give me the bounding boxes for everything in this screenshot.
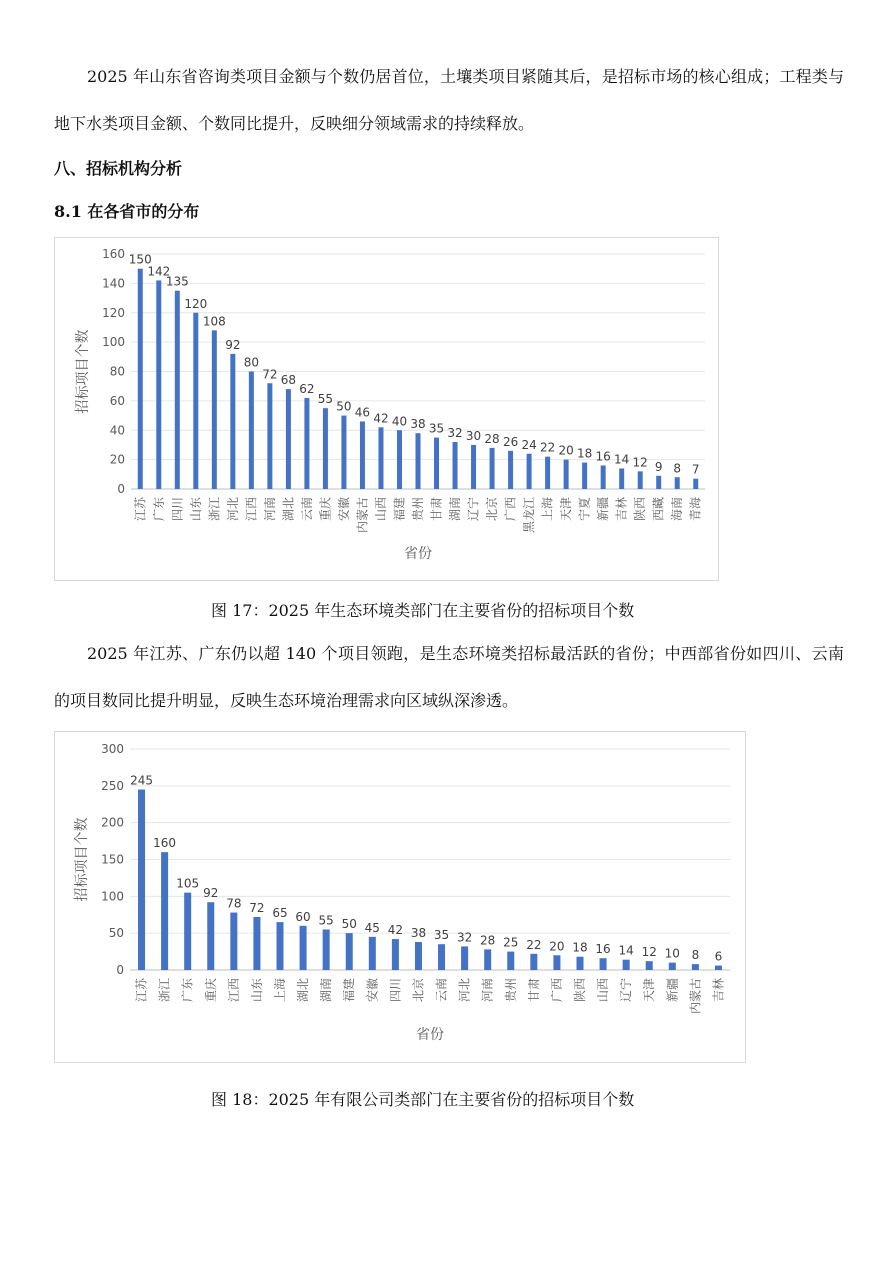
x-category-label: 湖南: [319, 978, 334, 1003]
bar: [415, 942, 422, 970]
x-category-label: 甘肃: [429, 497, 444, 522]
y-tick-label: 150: [101, 852, 124, 867]
data-label: 35: [428, 421, 445, 436]
data-label: 20: [549, 939, 565, 954]
data-label: 46: [354, 405, 371, 420]
bar: [692, 964, 699, 970]
data-label: 32: [447, 426, 463, 440]
data-label: 20: [558, 443, 574, 458]
x-category-label: 内蒙古: [355, 497, 370, 534]
y-tick-label: 0: [116, 963, 124, 977]
data-label: 18: [577, 446, 593, 461]
data-label: 142: [147, 264, 171, 279]
bar: [669, 963, 676, 970]
x-category-label: 贵州: [411, 497, 425, 522]
y-tick-label: 100: [101, 889, 124, 904]
data-label: 8: [691, 948, 700, 963]
y-tick-label: 50: [108, 926, 124, 941]
x-category-label: 陕西: [633, 497, 648, 522]
x-category-label: 辽宁: [466, 497, 481, 522]
bar: [249, 372, 254, 490]
x-category-label: 内蒙古: [688, 978, 703, 1015]
x-category-label: 天津: [642, 978, 657, 1003]
y-axis-title: 招标项目个数: [75, 329, 91, 414]
x-category-label: 重庆: [203, 978, 218, 1003]
x-category-label: 浙江: [207, 497, 222, 522]
x-category-label: 北京: [485, 497, 500, 522]
bar: [490, 448, 495, 489]
bar: [438, 944, 445, 970]
x-category-label: 浙江: [157, 978, 172, 1003]
data-label: 72: [262, 367, 278, 382]
data-label: 42: [373, 411, 389, 426]
bar: [230, 354, 235, 489]
bar: [207, 902, 214, 970]
bar: [156, 280, 161, 489]
x-category-label: 山西: [373, 497, 388, 522]
data-label: 150: [128, 252, 152, 267]
bar: [553, 955, 560, 970]
x-category-label: 黑龙江: [522, 497, 537, 534]
bar: [341, 416, 346, 489]
x-category-label: 河南: [262, 497, 277, 522]
bar: [656, 476, 661, 489]
data-label: 55: [317, 392, 334, 407]
x-category-label: 山东: [249, 978, 264, 1003]
bar: [360, 421, 365, 489]
data-label: 8: [673, 461, 682, 476]
data-label: 16: [595, 942, 611, 957]
bar: [434, 438, 439, 489]
x-category-label: 河北: [457, 978, 472, 1003]
data-label: 22: [526, 937, 542, 952]
bar: [416, 433, 421, 489]
data-label: 78: [226, 896, 242, 911]
bar: [267, 383, 272, 489]
section-heading: 八、招标机构分析: [54, 159, 183, 178]
data-label: 160: [153, 836, 177, 851]
bar: [715, 966, 722, 970]
x-category-label: 吉林: [614, 497, 629, 522]
data-label: 30: [465, 428, 482, 443]
x-category-label: 四川: [170, 497, 185, 522]
data-label: 40: [391, 414, 408, 429]
x-category-label: 湖北: [296, 978, 311, 1003]
bar: [623, 960, 630, 970]
bar: [277, 922, 284, 970]
y-tick-label: 60: [109, 393, 125, 408]
bar: [212, 330, 217, 489]
bar: [600, 958, 607, 970]
data-label: 245: [130, 773, 153, 788]
y-tick-label: 120: [102, 305, 125, 320]
bar: [461, 946, 468, 970]
data-label: 92: [203, 886, 219, 901]
x-category-label: 江苏: [133, 497, 148, 522]
bar: [193, 313, 198, 489]
bar: [323, 408, 328, 489]
data-label: 38: [410, 417, 426, 432]
bar: [545, 457, 550, 489]
chart-18-frame: [54, 731, 746, 1063]
bar: [286, 389, 291, 489]
x-category-label: 上海: [540, 497, 555, 522]
data-label: 42: [387, 923, 404, 938]
bar: [138, 269, 143, 489]
bar: [397, 430, 402, 489]
data-label: 25: [503, 935, 519, 950]
chart-17: [55, 238, 718, 580]
data-label: 28: [480, 933, 496, 948]
data-label: 108: [202, 314, 226, 329]
chart-17-frame: [54, 237, 719, 581]
subsection-heading: 8.1 在各省市的分布: [54, 202, 200, 221]
bar: [484, 949, 491, 970]
data-label: 12: [641, 945, 657, 960]
x-category-label: 海南: [670, 497, 685, 522]
x-category-label: 广西: [503, 497, 518, 522]
x-category-label: 江苏: [134, 978, 149, 1003]
data-label: 28: [484, 431, 500, 446]
y-tick-label: 20: [109, 452, 125, 467]
x-category-label: 青海: [688, 497, 703, 522]
x-category-label: 吉林: [711, 978, 726, 1003]
data-label: 105: [176, 876, 200, 891]
data-label: 135: [165, 274, 189, 289]
x-category-label: 广西: [549, 978, 564, 1003]
x-category-label: 山东: [188, 497, 203, 522]
data-label: 92: [225, 337, 241, 352]
x-category-label: 江西: [226, 978, 241, 1003]
data-label: 22: [539, 440, 556, 455]
x-category-label: 四川: [388, 978, 403, 1003]
x-category-label: 山西: [596, 978, 611, 1003]
bar: [161, 852, 168, 970]
x-category-label: 河南: [480, 978, 495, 1003]
data-label: 7: [691, 462, 700, 477]
x-category-label: 上海: [273, 978, 287, 1003]
bar: [646, 961, 653, 970]
y-tick-label: 300: [101, 742, 124, 756]
data-label: 72: [249, 900, 265, 915]
data-label: 14: [614, 452, 630, 467]
data-label: 38: [410, 926, 427, 941]
bar: [693, 479, 698, 489]
data-label: 10: [664, 946, 680, 961]
x-category-label: 河北: [225, 497, 240, 522]
bar: [530, 954, 537, 970]
bar: [230, 913, 237, 970]
data-label: 6: [714, 949, 723, 964]
data-label: 16: [595, 449, 611, 464]
y-tick-label: 140: [102, 276, 125, 291]
x-category-label: 江西: [244, 497, 259, 522]
x-category-label: 云南: [434, 978, 449, 1003]
bar: [184, 893, 191, 970]
x-category-label: 福建: [392, 497, 407, 522]
data-label: 120: [184, 296, 208, 311]
bar: [508, 451, 513, 489]
paragraph-2: 2025 年江苏、广东仍以超 140 个项目领跑，是生态环境类招标最活跃的省份；中西部省份如四川、云南的项目数同比提升明显，反映生态环境治理需求向区域纵深渗透。: [54, 644, 844, 710]
data-label: 9: [654, 459, 663, 474]
x-category-label: 新疆: [596, 497, 611, 522]
x-category-label: 云南: [299, 497, 314, 522]
data-label: 24: [521, 437, 537, 452]
bar: [304, 398, 309, 489]
data-label: 18: [572, 940, 588, 955]
x-category-label: 福建: [342, 978, 357, 1003]
paragraph-1: 2025 年山东省咨询类项目金额与个数仍居首位，土壤类项目紧随其后，是招标市场的核心组成；工程类与地下水类项目金额、个数同比提升，反映细分领域需求的持续释放。: [54, 67, 844, 133]
data-label: 26: [502, 434, 519, 449]
x-category-label: 湖南: [448, 497, 463, 522]
data-label: 62: [299, 381, 315, 396]
x-category-label: 重庆: [318, 497, 333, 522]
data-label: 50: [336, 399, 352, 414]
bar: [564, 460, 569, 489]
bar: [300, 926, 307, 970]
bar: [378, 427, 383, 489]
bar: [638, 471, 643, 489]
bar: [577, 957, 584, 970]
x-category-label: 陕西: [573, 978, 587, 1003]
data-label: 55: [318, 913, 334, 928]
data-label: 45: [364, 920, 380, 935]
y-tick-label: 160: [102, 247, 125, 261]
data-label: 80: [243, 355, 259, 370]
x-category-label: 宁夏: [577, 497, 592, 522]
bar: [527, 454, 532, 489]
data-label: 50: [341, 917, 357, 932]
x-axis-title: 省份: [416, 1027, 444, 1043]
data-label: 14: [618, 943, 634, 958]
x-category-label: 辽宁: [619, 978, 634, 1003]
bar: [253, 917, 260, 970]
y-tick-label: 250: [101, 778, 124, 793]
x-category-label: 广东: [180, 978, 195, 1003]
x-category-label: 北京: [411, 978, 426, 1003]
data-label: 65: [272, 906, 288, 921]
bar: [507, 952, 514, 970]
y-tick-label: 100: [102, 335, 125, 350]
data-label: 60: [295, 909, 311, 924]
bar: [619, 468, 624, 489]
x-category-label: 甘肃: [526, 978, 541, 1003]
x-category-label: 天津: [559, 497, 574, 522]
x-category-label: 新疆: [665, 978, 680, 1003]
data-label: 35: [433, 928, 450, 943]
bar: [138, 790, 145, 970]
bar: [175, 291, 180, 489]
data-label: 68: [280, 373, 297, 388]
bar: [675, 477, 680, 489]
figure-18-caption: 图 18：2025 年有限公司类部门在主要省份的招标项目个数: [211, 1090, 635, 1109]
y-tick-label: 0: [117, 482, 125, 496]
bar: [601, 466, 606, 490]
bar: [582, 463, 587, 489]
chart-18: [55, 732, 745, 1062]
x-category-label: 安徽: [336, 497, 351, 522]
x-category-label: 广东: [151, 497, 166, 522]
x-category-label: 湖北: [281, 497, 296, 522]
y-tick-label: 200: [101, 815, 124, 830]
bar: [346, 933, 353, 970]
data-label: 12: [632, 455, 648, 470]
bar: [471, 445, 476, 489]
x-axis-title: 省份: [404, 546, 432, 562]
figure-17-caption: 图 17：2025 年生态环境类部门在主要省份的招标项目个数: [211, 601, 635, 620]
x-category-label: 西藏: [651, 497, 666, 522]
bar: [323, 929, 330, 970]
y-tick-label: 40: [109, 423, 125, 438]
x-category-label: 安徽: [365, 978, 380, 1003]
y-axis-title: 招标项目个数: [74, 817, 90, 902]
x-category-label: 贵州: [503, 978, 518, 1003]
bar: [369, 937, 376, 970]
y-tick-label: 80: [109, 364, 125, 379]
bar: [453, 442, 458, 489]
bar: [392, 939, 399, 970]
data-label: 32: [456, 930, 473, 945]
